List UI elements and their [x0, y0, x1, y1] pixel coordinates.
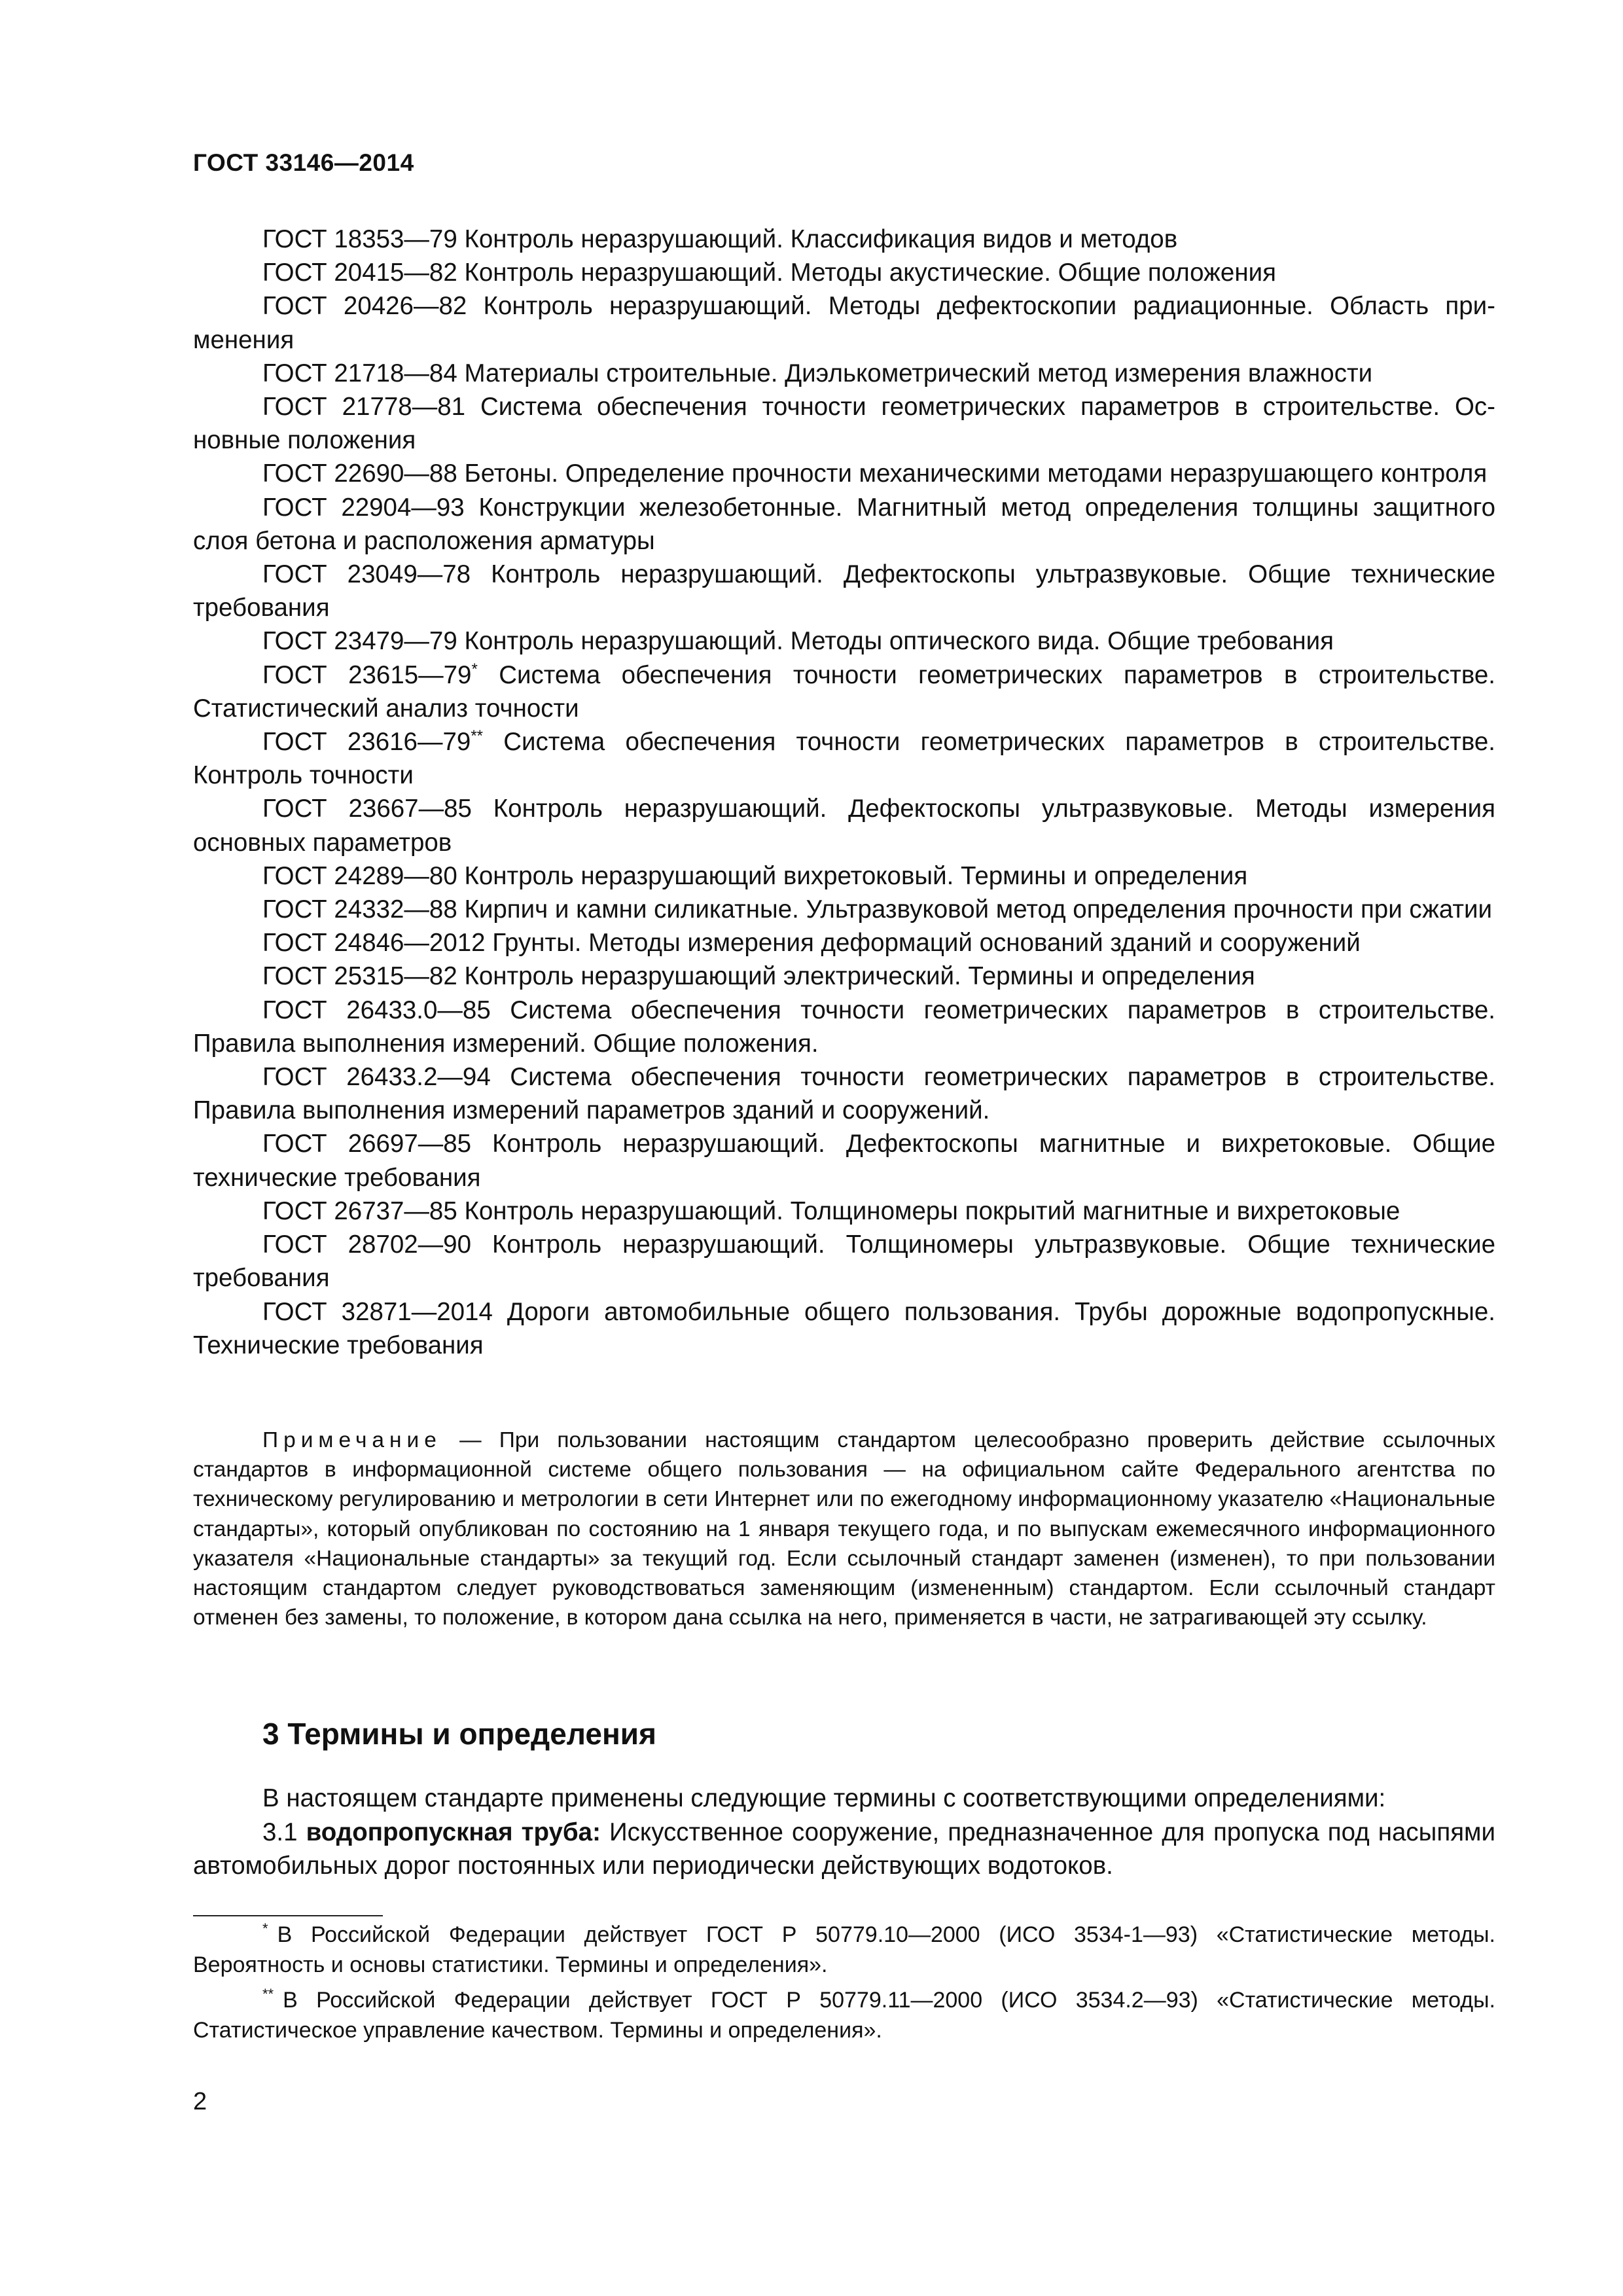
term-text: Искусственное сооружение, предназначенное для пропуска под насыпями автомобильных дорог постоянных или периодически действующих водотоков.: [193, 1818, 1496, 1880]
reference-item: ГОСТ 24846—2012 Грунты. Методы измерения деформаций оснований зданий и сооружений: [262, 929, 1361, 958]
section-intro: В настоящем стандарте применены следующие термины с соответствующими определениями:: [262, 1784, 1386, 1812]
reference-item: ГОСТ 20415—82 Контроль неразрушающий. Методы акустические. Общие положения: [262, 259, 1276, 287]
footnotes: [193, 1920, 1495, 2051]
footnote-separator: [193, 1915, 383, 1916]
reference-item: ГОСТ 20426—82 Контроль неразрушающий. Методы дефектоскопии радиационные. Область применения: [193, 292, 1495, 354]
footnote-item: ** В Российской Федерации действует ГОСТ Р 50779.11—2000 (ИСО 3534.2—93) «Статистические методы. Статистическое управление качеством. Термины и определения».: [193, 1986, 1495, 2043]
footnote-item: * В Российской Федерации действует ГОСТ Р 50779.10—2000 (ИСО 3534-1—93) «Статистические методы. Вероятность и основы статистики. Термины и определения».: [193, 1920, 1495, 1977]
document-page: [193, 0, 1495, 2296]
note-label: Примечание: [262, 1428, 442, 1452]
reference-item: ГОСТ 26737—85 Контроль неразрушающий. Толщиномеры покрытий магнитные и вихретоковые: [262, 1196, 1400, 1225]
reference-item: ГОСТ 23616—79** Система обеспечения точности геометрических параметров в строительстве. Контроль точности: [193, 727, 1496, 790]
reference-item: ГОСТ 23615—79* Система обеспечения точности геометрических параметров в строительстве. Статистический анализ точности: [193, 660, 1495, 723]
reference-item: ГОСТ 26433.2—94 Система обеспечения точности геометрических параметров в строительстве. Правила выполнения измерений параметров зданий и сооружений.: [193, 1063, 1495, 1125]
reference-item: ГОСТ 24289—80 Контроль неразрушающий вихретоковый. Термины и определения: [262, 861, 1248, 890]
reference-item: ГОСТ 32871—2014 Дороги автомобильные общего пользования. Трубы дорожные водопропускные. Технические требования: [193, 1297, 1495, 1359]
section-heading: 3 Термины и определения: [262, 1717, 656, 1751]
note-paragraph: [193, 1426, 1495, 1632]
footnote-mark: *: [471, 660, 478, 678]
footnote-mark: **: [262, 1986, 274, 2002]
footnote-mark: *: [262, 1920, 268, 1937]
reference-item: ГОСТ 22904—93 Конструкции железобетонные. Магнитный метод определения толщины защитного слоя бетона и расположения арматуры: [193, 493, 1495, 555]
reference-item: ГОСТ 21778—81 Система обеспечения точности геометрических параметров в строительстве. Основные положения: [193, 393, 1495, 455]
normative-references-list: [193, 223, 1495, 1362]
reference-item: ГОСТ 26697—85 Контроль неразрушающий. Дефектоскопы магнитные и вихретоковые. Общие технические требования: [193, 1130, 1495, 1192]
term-number: 3.1: [262, 1818, 306, 1846]
reference-item: ГОСТ 21718—84 Материалы строительные. Диэлькометрический метод измерения влажности: [262, 359, 1373, 387]
reference-item: ГОСТ 23479—79 Контроль неразрушающий. Методы оптического вида. Общие требования: [262, 627, 1334, 656]
reference-item: ГОСТ 22690—88 Бетоны. Определение прочности механическими методами неразрушающего контроля: [262, 459, 1488, 488]
footnote-mark: **: [471, 727, 483, 745]
reference-item: ГОСТ 26433.0—85 Система обеспечения точности геометрических параметров в строительстве. Правила выполнения измерений. Общие положения.: [193, 996, 1495, 1058]
page-number: 2: [193, 2088, 207, 2115]
reference-item: ГОСТ 25315—82 Контроль неразрушающий электрический. Термины и определения: [262, 962, 1255, 991]
reference-item: ГОСТ 23667—85 Контроль неразрушающий. Дефектоскопы ультразвуковые. Методы измерения основных параметров: [193, 795, 1495, 857]
reference-item: ГОСТ 24332—88 Кирпич и камни силикатные. Ультразвуковой метод определения прочности при сжатии: [262, 895, 1493, 924]
term-definition: [193, 1816, 1495, 1883]
note-text: — При пользовании настоящим стандартом целесообразно проверить действие ссылочных стандартов в информационной системе общего пользования — на официальном сайте Федерального агентства по техническому регулированию и метрологии в сети Интернет или по ежегодному информационному указателю «Национальные стандарты», который опубликован по состоянию на 1 января текущего года, и по выпускам ежемесячного информационного указателя «Национальные стандарты» за текущий год. Если ссылочный стандарт заменен (изменен), то при пользовании настоящим стандартом следует руководствоваться заменяющим (измененным) стандартом. Если ссылочный стандарт отменен без замены, то положение, в котором дана ссылка на него, применяется в части, не затрагивающей эту ссылку.: [193, 1428, 1495, 1630]
section-body: [193, 1782, 1495, 1883]
document-header: ГОСТ 33146—2014: [193, 149, 414, 176]
reference-item: ГОСТ 18353—79 Контроль неразрушающий. Классификация видов и методов: [262, 225, 1178, 253]
reference-item: ГОСТ 23049—78 Контроль неразрушающий. Дефектоскопы ультразвуковые. Общие технические требования: [193, 560, 1495, 622]
reference-item: ГОСТ 28702—90 Контроль неразрушающий. Толщиномеры ультразвуковые. Общие технические требования: [193, 1230, 1495, 1293]
term-name: водопропускная труба:: [306, 1818, 601, 1846]
